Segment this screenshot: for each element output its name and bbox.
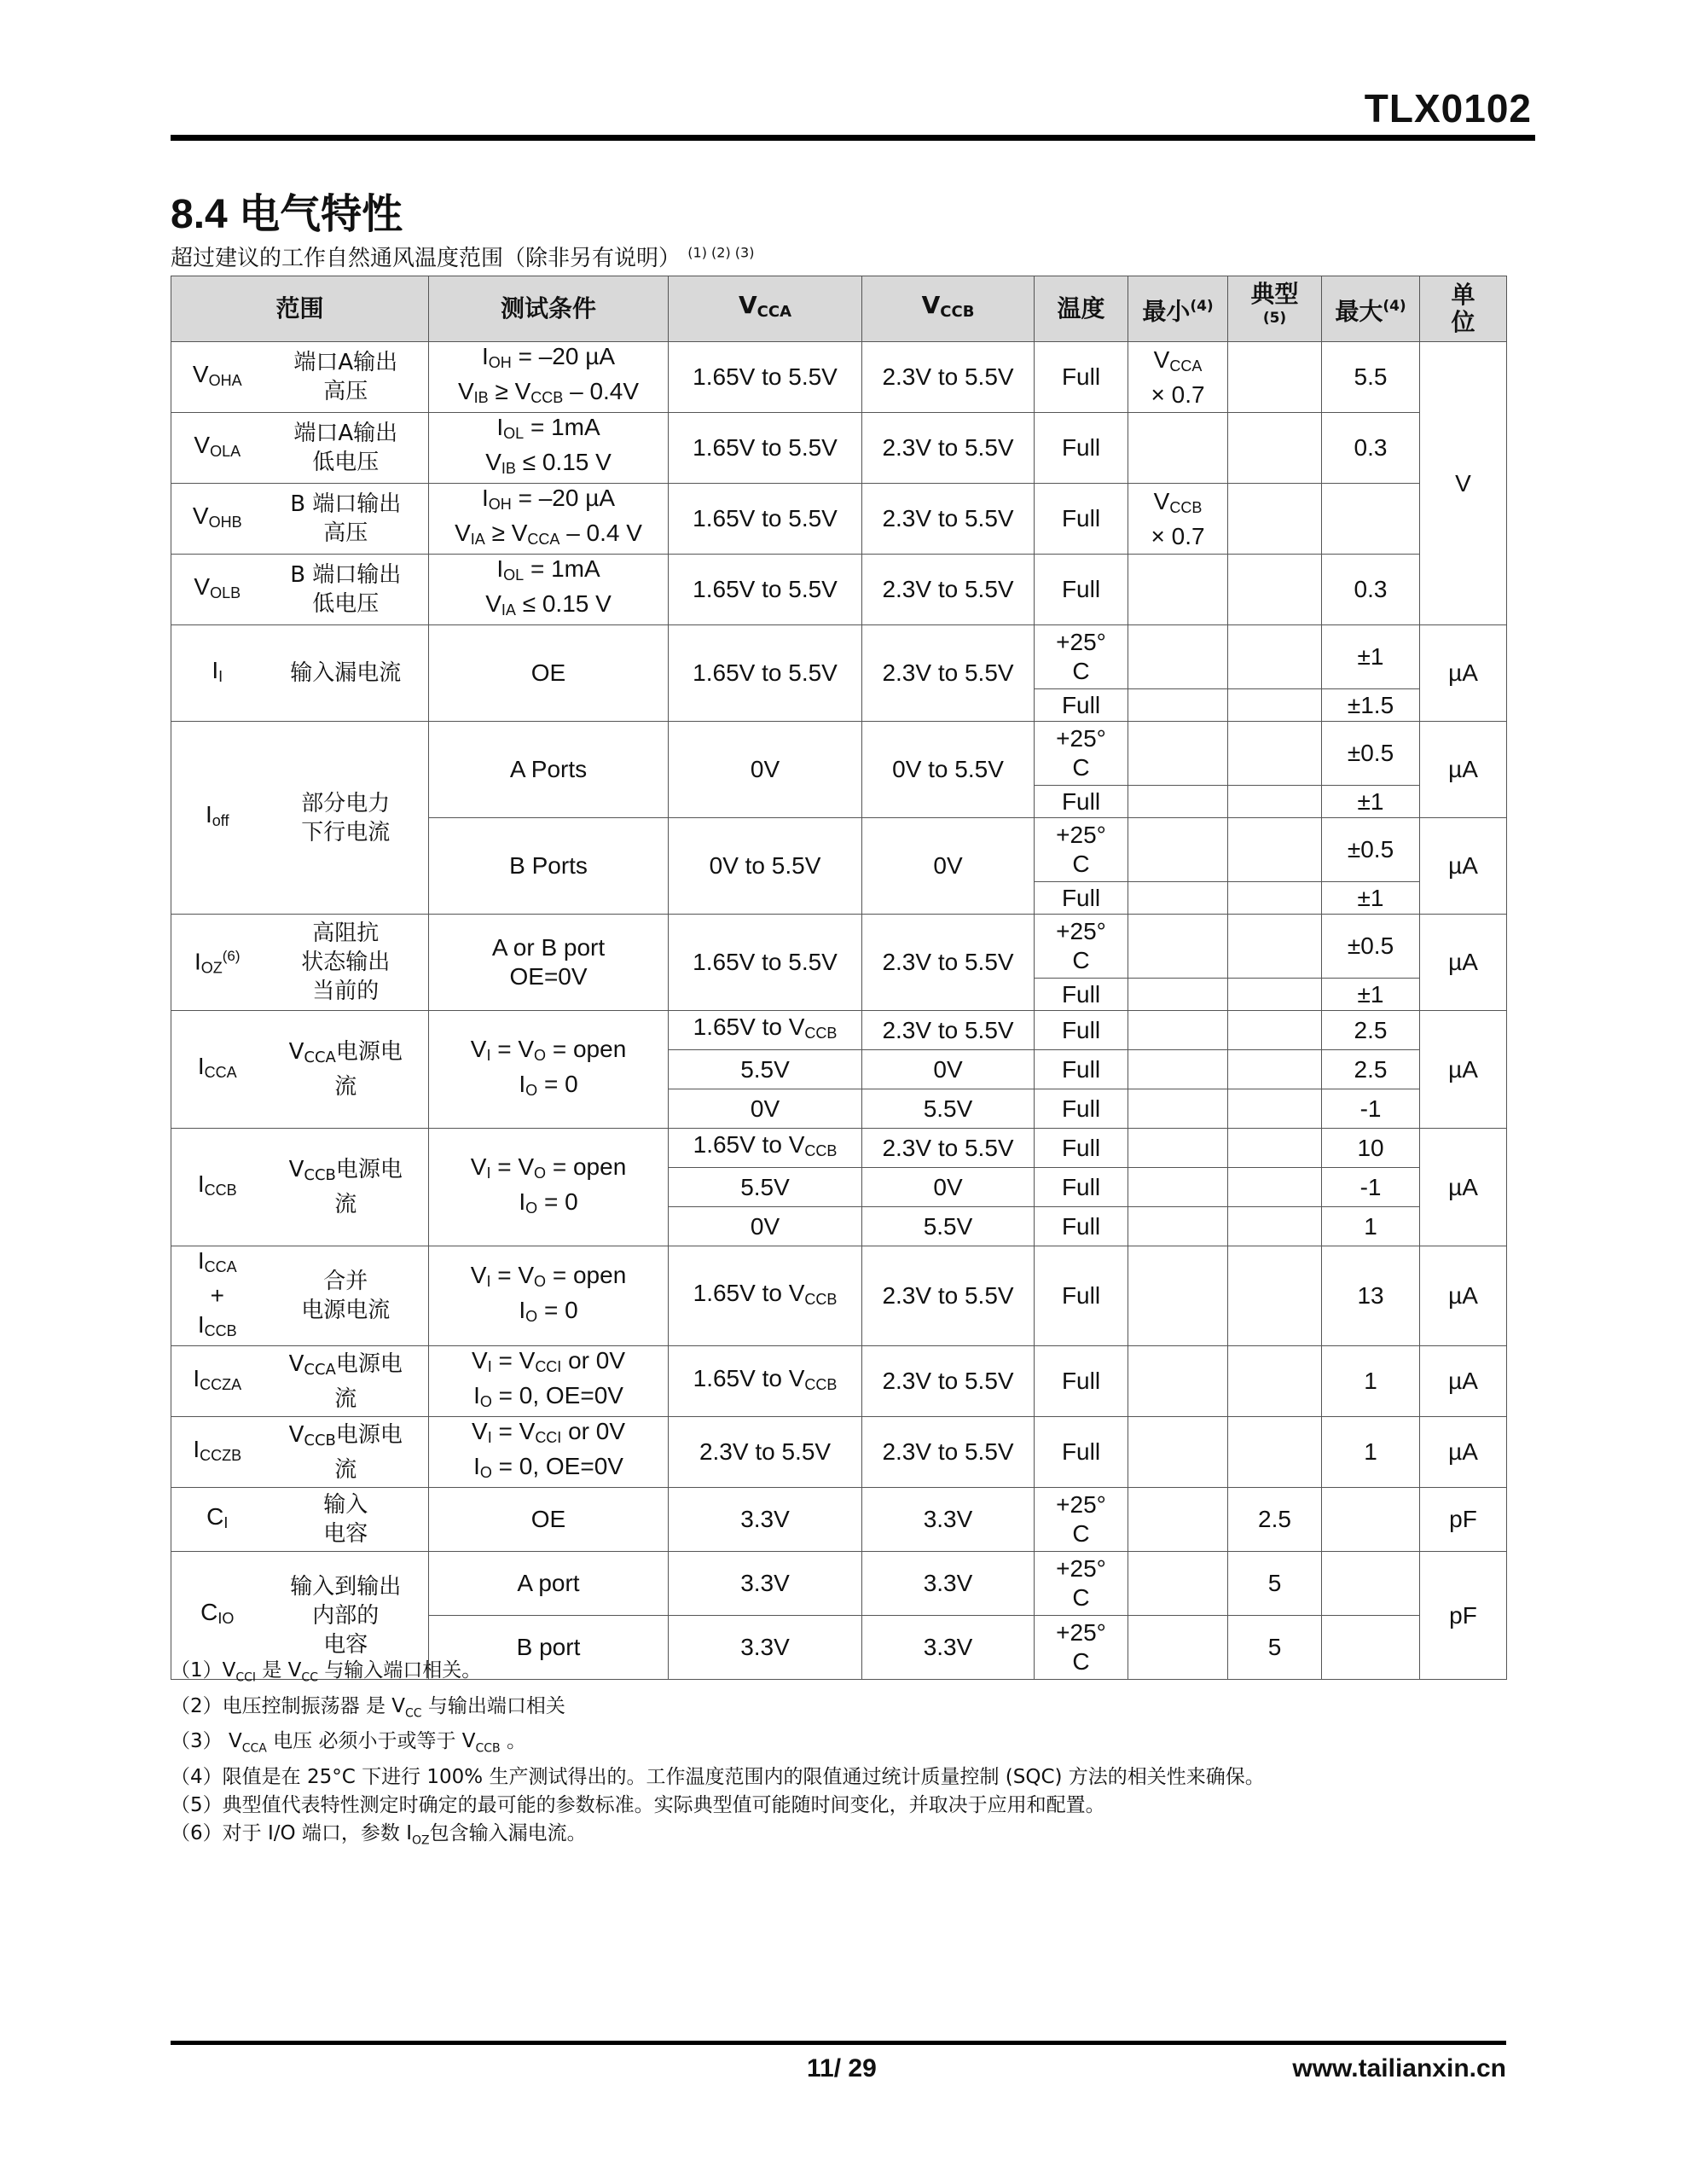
typ-value <box>1228 342 1322 413</box>
vcca-value: 1.65V to $V_{CCB}$ <box>669 1246 862 1346</box>
footnotes <box>171 1657 1265 1855</box>
max-value <box>1322 1488 1420 1552</box>
table-row <box>171 1246 1507 1346</box>
unit-value: pF <box>1420 1552 1507 1680</box>
vcca-value: 1.65V to $V_{CCB}$ <box>669 1011 862 1050</box>
max-value: ±0.5 <box>1322 722 1420 786</box>
typ-value <box>1228 1168 1322 1207</box>
temp-value: Full <box>1035 1050 1128 1089</box>
max-value: ±1 <box>1322 882 1420 915</box>
symbol-iccb: $I_{CCB}$ <box>171 1129 264 1246</box>
temp-value: Full <box>1035 786 1128 818</box>
vccb-value: 2.3V to 5.5V <box>862 342 1035 413</box>
min-value <box>1128 1089 1228 1129</box>
min-value <box>1128 625 1228 689</box>
temp-value: Full <box>1035 1129 1128 1168</box>
temp-value: Full <box>1035 413 1128 484</box>
min-value <box>1128 1129 1228 1168</box>
symbol-icczb: $I_{CCZB}$ <box>171 1417 264 1488</box>
test-condition: $V_I = V_{CCI}$ or 0V $I_O = 0$, OE=0V <box>429 1417 669 1488</box>
temp-value: Full <box>1035 555 1128 625</box>
temp-value: Full <box>1035 1089 1128 1129</box>
vcca-value: 1.65V to 5.5V <box>669 413 862 484</box>
typ-value <box>1228 1246 1322 1346</box>
vccb-value: 2.3V to 5.5V <box>862 1011 1035 1050</box>
param-name: 输入 电容 <box>264 1488 429 1552</box>
min-value <box>1128 1168 1228 1207</box>
test-condition: $I_{OH} = -20$ µA $V_{IA} \ge V_{CCA} - 0.4$ V <box>429 484 669 555</box>
typ-value <box>1228 689 1322 722</box>
vcca-value: 1.65V to 5.5V <box>669 555 862 625</box>
min-value <box>1128 1207 1228 1246</box>
table-row <box>171 413 1507 484</box>
vcca-value: 0V <box>669 722 862 818</box>
typ-value <box>1228 1011 1322 1050</box>
vcca-value: 3.3V <box>669 1616 862 1680</box>
min-value <box>1128 1552 1228 1616</box>
test-condition: OE <box>429 625 669 722</box>
min-value <box>1128 722 1228 786</box>
vcca-value: 1.65V to $V_{CCB}$ <box>669 1129 862 1168</box>
min-value <box>1128 555 1228 625</box>
typ-value: 2.5 <box>1228 1488 1322 1552</box>
typ-value <box>1228 818 1322 882</box>
table-row <box>171 1346 1507 1417</box>
typ-value <box>1228 786 1322 818</box>
table-row <box>171 1011 1507 1050</box>
unit-value: µA <box>1420 1246 1507 1346</box>
electrical-characteristics-table <box>171 276 1507 1680</box>
vccb-value: 5.5V <box>862 1207 1035 1246</box>
vccb-value: 0V to 5.5V <box>862 722 1035 818</box>
vcca-value: 0V <box>669 1089 862 1129</box>
max-value: ±0.5 <box>1322 915 1420 979</box>
test-condition: B port <box>429 1616 669 1680</box>
table-row <box>171 1417 1507 1488</box>
max-value: 1 <box>1322 1346 1420 1417</box>
symbol-cio: $C_{IO}$ <box>171 1552 264 1680</box>
typ-value <box>1228 1346 1322 1417</box>
test-condition: $I_{OL} = 1mA$ $V_{IA} \le 0.15$ V <box>429 555 669 625</box>
temp-value: +25° C <box>1035 818 1128 882</box>
max-value: -1 <box>1322 1168 1420 1207</box>
footnote-1: $(1)V_{CCI}$ 是 $V_{CC}$ 与输入端口相关。 <box>171 1659 482 1685</box>
min-value <box>1128 413 1228 484</box>
unit-value: µA <box>1420 625 1507 722</box>
vccb-value: 5.5V <box>862 1089 1035 1129</box>
vcca-value: 1.65V to $V_{CCB}$ <box>669 1346 862 1417</box>
temp-value: Full <box>1035 1011 1128 1050</box>
test-condition: $I_{OL} = 1mA$ $V_{IB} \le 0.15$ V <box>429 413 669 484</box>
typ-value <box>1228 484 1322 555</box>
param-name: B 端口输出 高压 <box>264 484 429 555</box>
vcca-value: 0V to 5.5V <box>669 818 862 915</box>
typ-value <box>1228 722 1322 786</box>
min-value <box>1128 1417 1228 1488</box>
test-condition: $V_I = V_{CCI}$ or 0V $I_O = 0$, OE=0V <box>429 1346 669 1417</box>
table-header-row <box>171 276 1507 342</box>
vcca-value: 2.3V to 5.5V <box>669 1417 862 1488</box>
table-row <box>171 1552 1507 1616</box>
table-row <box>171 722 1507 786</box>
footer-rule <box>171 2041 1506 2045</box>
vccb-value: 0V <box>862 1050 1035 1089</box>
unit-value: µA <box>1420 915 1507 1011</box>
min-value <box>1128 1346 1228 1417</box>
test-condition: A or B port OE=0V <box>429 915 669 1011</box>
temp-value: Full <box>1035 1168 1128 1207</box>
max-value: 0.3 <box>1322 413 1420 484</box>
min-value <box>1128 1050 1228 1089</box>
max-value: ±1.5 <box>1322 689 1420 722</box>
symbol-ci: $C_I$ <box>171 1488 264 1552</box>
unit-value: µA <box>1420 818 1507 915</box>
min-value <box>1128 1011 1228 1050</box>
min-value <box>1128 1246 1228 1346</box>
vccb-value: 3.3V <box>862 1616 1035 1680</box>
temp-value: +25° C <box>1035 915 1128 979</box>
temp-value: +25° C <box>1035 625 1128 689</box>
temp-value: +25° C <box>1035 722 1128 786</box>
param-name: 端口A输出 低电压 <box>264 413 429 484</box>
section-subtitle: 超过建议的工作自然通风温度范围（除非另有说明） $^{(1) (2) (3)}$ <box>171 244 755 271</box>
max-value: ±1 <box>1322 625 1420 689</box>
typ-value <box>1228 555 1322 625</box>
unit-value: µA <box>1420 1346 1507 1417</box>
vccb-value: 2.3V to 5.5V <box>862 1346 1035 1417</box>
table-row <box>171 915 1507 979</box>
header-max: 最大$^{(4)}$ <box>1322 276 1420 342</box>
page-number: 11/ 29 <box>807 2054 877 2082</box>
max-value: ±0.5 <box>1322 818 1420 882</box>
test-condition: OE <box>429 1488 669 1552</box>
min-value: $V_{CCB}$ × 0.7 <box>1128 484 1228 555</box>
header-range: 范围 <box>171 276 429 342</box>
vcca-value: 3.3V <box>669 1488 862 1552</box>
table-row <box>171 1488 1507 1552</box>
footnote-6: （6）对于 I/O 端口，参数 $I_{OZ}$包含输入漏电流。 <box>171 1821 587 1848</box>
test-condition: B Ports <box>429 818 669 915</box>
max-value: 1 <box>1322 1207 1420 1246</box>
unit-value: V <box>1420 342 1507 625</box>
typ-value <box>1228 413 1322 484</box>
vcca-value: 3.3V <box>669 1552 862 1616</box>
footnote-3: （3） $V_{CCA}$ 电压 必须小于或等于 $V_{CCB}$ 。 <box>171 1730 526 1756</box>
min-value <box>1128 979 1228 1011</box>
vccb-value: 2.3V to 5.5V <box>862 915 1035 1011</box>
symbol-vola: $V_{OLA}$ <box>171 413 264 484</box>
unit-value: pF <box>1420 1488 1507 1552</box>
max-value: ±1 <box>1322 786 1420 818</box>
max-value: 10 <box>1322 1129 1420 1168</box>
max-value: -1 <box>1322 1089 1420 1129</box>
max-value: 2.5 <box>1322 1050 1420 1089</box>
max-value: 13 <box>1322 1246 1420 1346</box>
symbol-iccza: $I_{CCZA}$ <box>171 1346 264 1417</box>
max-value <box>1322 1552 1420 1616</box>
vcca-value: 5.5V <box>669 1168 862 1207</box>
header-rule <box>171 135 1535 141</box>
typ-value <box>1228 1129 1322 1168</box>
header-vccb: $V_{CCB}$ <box>862 276 1035 342</box>
symbol-ioz: $I_{OZ}^{(6)}$ <box>171 915 264 1011</box>
typ-value <box>1228 882 1322 915</box>
min-value <box>1128 882 1228 915</box>
symbol-vohb: $V_{OHB}$ <box>171 484 264 555</box>
header-unit: 单 位 <box>1420 276 1507 342</box>
temp-value: Full <box>1035 484 1128 555</box>
symbol-icca-plus-iccb: $I_{CCA}$ + $I_{CCB}$ <box>171 1246 264 1346</box>
test-condition: $V_I = V_O$ = open $I_O = 0$ <box>429 1011 669 1129</box>
unit-value: µA <box>1420 1417 1507 1488</box>
min-value <box>1128 915 1228 979</box>
vccb-value: 2.3V to 5.5V <box>862 1417 1035 1488</box>
footnote-5: （5）典型值代表特性测定时确定的最可能的参数标准。实际典型值可能随时间变化，并取决于应用和配置。 <box>171 1793 1105 1816</box>
max-value: 0.3 <box>1322 555 1420 625</box>
vcca-value: 1.65V to 5.5V <box>669 342 862 413</box>
header-min: 最小$^{(4)}$ <box>1128 276 1228 342</box>
typ-value <box>1228 1050 1322 1089</box>
vccb-value: 2.3V to 5.5V <box>862 555 1035 625</box>
temp-value: Full <box>1035 882 1128 915</box>
param-name: 高阻抗 状态输出 当前的 <box>264 915 429 1011</box>
min-value: $V_{CCA}$ × 0.7 <box>1128 342 1228 413</box>
temp-value: Full <box>1035 1246 1128 1346</box>
table-row <box>171 342 1507 413</box>
document-title: TLX0102 <box>1364 86 1532 131</box>
temp-value: Full <box>1035 689 1128 722</box>
param-name: $V_{CCB}$电源电 流 <box>264 1417 429 1488</box>
typ-value <box>1228 915 1322 979</box>
param-name: $V_{CCB}$电源电 流 <box>264 1129 429 1246</box>
symbol-volb: $V_{OLB}$ <box>171 555 264 625</box>
unit-value: µA <box>1420 1129 1507 1246</box>
vcca-value: 1.65V to 5.5V <box>669 484 862 555</box>
typ-value <box>1228 625 1322 689</box>
unit-value: µA <box>1420 722 1507 818</box>
header-typ: 典型 $^{(5)}$ <box>1228 276 1322 342</box>
temp-value: Full <box>1035 342 1128 413</box>
temp-value: Full <box>1035 979 1128 1011</box>
max-value: ±1 <box>1322 979 1420 1011</box>
temp-value: +25° C <box>1035 1552 1128 1616</box>
vcca-value: 5.5V <box>669 1050 862 1089</box>
vcca-value: 1.65V to 5.5V <box>669 625 862 722</box>
param-name: 端口A输出 高压 <box>264 342 429 413</box>
test-condition: A Ports <box>429 722 669 818</box>
vccb-value: 2.3V to 5.5V <box>862 625 1035 722</box>
min-value <box>1128 689 1228 722</box>
typ-value <box>1228 979 1322 1011</box>
max-value <box>1322 484 1420 555</box>
max-value: 1 <box>1322 1417 1420 1488</box>
header-vcca: $V_{CCA}$ <box>669 276 862 342</box>
typ-value: 5 <box>1228 1552 1322 1616</box>
table-row <box>171 484 1507 555</box>
test-condition: A port <box>429 1552 669 1616</box>
temp-value: Full <box>1035 1207 1128 1246</box>
vccb-value: 3.3V <box>862 1488 1035 1552</box>
param-name: B 端口输出 低电压 <box>264 555 429 625</box>
vccb-value: 2.3V to 5.5V <box>862 1129 1035 1168</box>
temp-value: +25° C <box>1035 1616 1128 1680</box>
param-name: 部分电力 下行电流 <box>264 722 429 915</box>
vccb-value: 2.3V to 5.5V <box>862 413 1035 484</box>
vcca-value: 0V <box>669 1207 862 1246</box>
vccb-value: 0V <box>862 1168 1035 1207</box>
table-row <box>171 1129 1507 1168</box>
header-conditions: 测试条件 <box>429 276 669 342</box>
temp-value: +25° C <box>1035 1488 1128 1552</box>
table-row <box>171 555 1507 625</box>
vccb-value: 3.3V <box>862 1552 1035 1616</box>
param-name: 输入漏电流 <box>264 625 429 722</box>
temp-value: Full <box>1035 1417 1128 1488</box>
table-row <box>171 625 1507 689</box>
typ-value <box>1228 1417 1322 1488</box>
unit-value: µA <box>1420 1011 1507 1129</box>
param-name: $V_{CCA}$电源电 流 <box>264 1346 429 1417</box>
min-value <box>1128 818 1228 882</box>
min-value <box>1128 1488 1228 1552</box>
test-condition: $V_I = V_O$ = open $I_O = 0$ <box>429 1129 669 1246</box>
symbol-ioff: $I_{off}$ <box>171 722 264 915</box>
typ-value <box>1228 1207 1322 1246</box>
test-condition: $V_I = V_O$ = open $I_O = 0$ <box>429 1246 669 1346</box>
symbol-ii: $I_I$ <box>171 625 264 722</box>
vccb-value: 0V <box>862 818 1035 915</box>
test-condition: $I_{OH} = -20$ µA $V_{IB} \ge V_{CCB} - 0.4V$ <box>429 342 669 413</box>
temp-value: Full <box>1035 1346 1128 1417</box>
max-value: 5.5 <box>1322 342 1420 413</box>
min-value <box>1128 786 1228 818</box>
section-title: 8.4 电气特性 <box>171 192 403 237</box>
param-name: $V_{CCA}$电源电 流 <box>264 1011 429 1129</box>
param-name: 合并 电源电流 <box>264 1246 429 1346</box>
max-value <box>1322 1616 1420 1680</box>
param-name: 输入到输出 内部的 电容 <box>264 1552 429 1680</box>
symbol-voha: $V_{OHA}$ <box>171 342 264 413</box>
max-value: 2.5 <box>1322 1011 1420 1050</box>
subtitle-footnote-refs: (1) (2) (3) <box>687 244 755 261</box>
vccb-value: 2.3V to 5.5V <box>862 484 1035 555</box>
typ-value: 5 <box>1228 1616 1322 1680</box>
vcca-value: 1.65V to 5.5V <box>669 915 862 1011</box>
footnote-4: （4）限值是在 25°C 下进行 100% 生产测试得出的。工作温度范围内的限值通过统计质量控制 (SQC) 方法的相关性来确保。 <box>171 1765 1265 1788</box>
header-temp: 温度 <box>1035 276 1128 342</box>
typ-value <box>1228 1089 1322 1129</box>
vccb-value: 2.3V to 5.5V <box>862 1246 1035 1346</box>
symbol-icca: $I_{CCA}$ <box>171 1011 264 1129</box>
footnote-2: （2）电压控制振荡器 是 $V_{CC}$ 与输出端口相关 <box>171 1694 565 1721</box>
website-link[interactable]: www.tailianxin.cn <box>1292 2054 1506 2082</box>
